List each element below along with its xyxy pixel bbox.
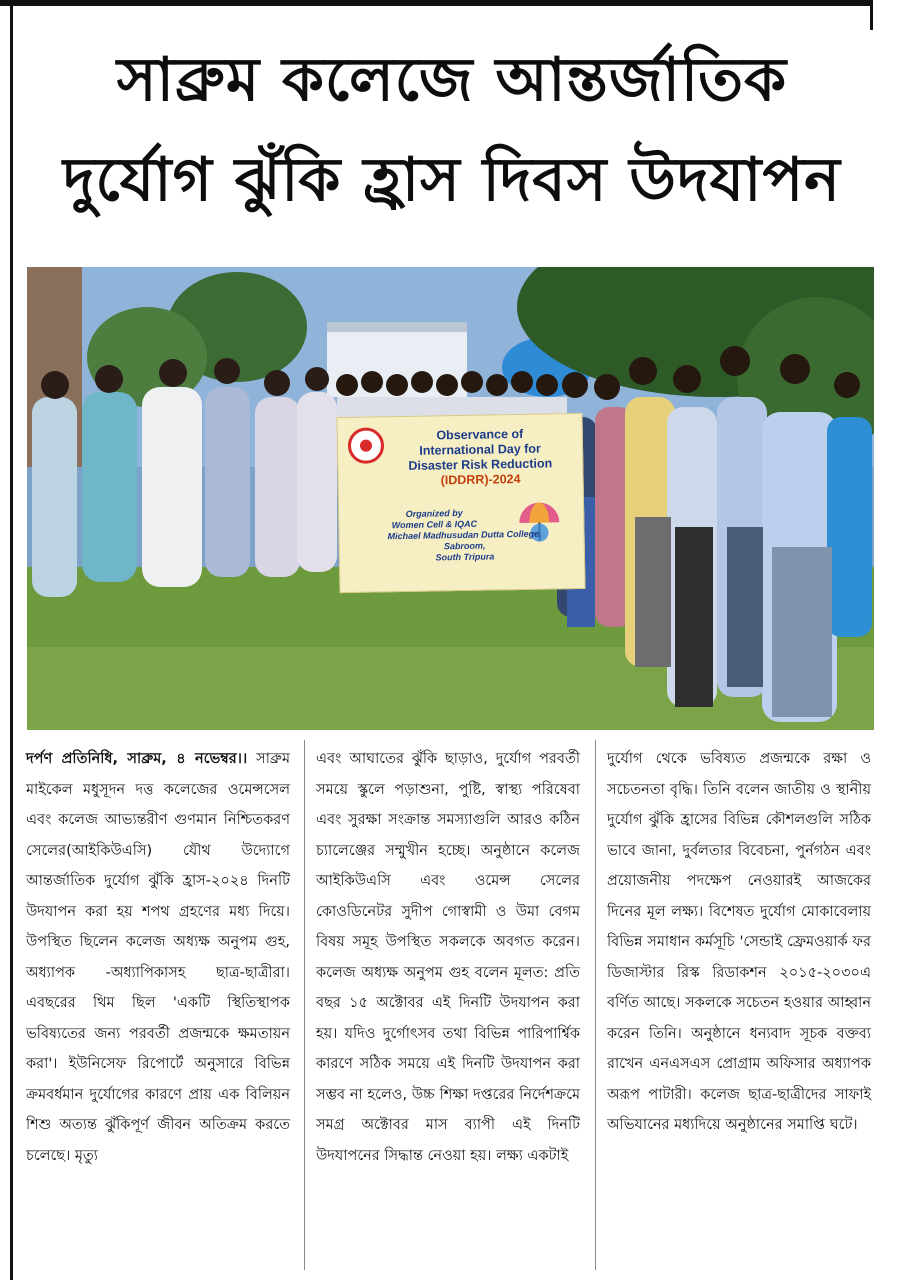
banner-title-line-1: Observance of [436,426,524,443]
college-logo-icon [348,427,385,464]
banner-title-line-4: (IDDRR)-2024 [440,471,521,488]
left-border-rule [10,0,13,1280]
column-divider [304,740,305,1270]
article-column-3 [607,744,871,1141]
top-border-rule [0,0,872,6]
banner-org-line-1: Organized by [405,507,463,519]
banner-org-line-4: Sabroom, [443,540,486,552]
article-column-1 [26,744,290,1171]
article-column-3-text: দুর্যোগ থেকে ভবিষ্যত প্রজন্মকে রক্ষা ও সচেতনতা বৃদ্ধি। তিনি বলেন জাতীয় ও স্থানীয় দুর্যোগ ঝুঁকি হ্রাসের বিভিন্ন কৌশলগুলি সঠিক ভাবে জানা, দুর্বলতার বিবেচনা, পুর্নগঠন এবং প্রয়োজনীয় পদক্ষেপ নেওয়ারই আজকের দিনের মূল লক্ষ্য। বিশেষত দুর্যোগ মোকাবেলায় বিভিন্ন সমাধান কর্মসূচি 'সেন্ডাই ফ্রেমওয়ার্ক ফর ডিজাস্টার রিস্ক রিডাকশন ২০১৫-২০৩০এ বর্ণিত আছে। সকলকে সচেতন হওয়ার আহ্বান করেন তিনি। অনুষ্ঠানে ধন্যবাদ সূচক বক্তব্য রাখেন এনএসএস প্রোগ্রাম অফিসার অধ্যাপক অরূপ পাটারী। কলেজ ছাত্র-ছাত্রীদের সাফাই অভিযানের মধ্যদিয়ে অনুষ্ঠানের সমাপ্তি ঘটে। [607,751,871,1133]
banner-org-line-3: Michael Madhusudan Dutta College, [387,528,542,542]
column-divider [595,740,596,1270]
headline-line-1: সাব্রুম কলেজে আন্তর্জাতিক [116,45,788,115]
banner-title-line-2: International Day for [419,441,541,458]
article-dateline: দর্পণ প্রতিনিধি, সাব্রুম, ৪ নভেম্বর।। [26,751,248,767]
banner-org-line-2: Women Cell & IQAC [391,518,478,531]
headline [22,30,882,230]
banner-org-line-5: South Tripura [435,551,495,563]
article-column-1-text: সাব্রুম মাইকেল মধুসূদন দত্ত কলেজের ওমেন্সসেল এবং কলেজ আভ্যন্তরীণ গুণমান নিশ্চিতকরণ সেলের(আইকিউএসি) যৌথ উদ্যোগে আন্তর্জাতিক দুর্যোগ ঝুঁকি হ্রাস-২০২৪ দিনটি উদযাপন করা হয় শপথ গ্রহণের মধ্য দিয়ে। উপস্থিত ছিলেন কলেজ অধ্যক্ষ অনুপম গুহ, অধ্যাপক -অধ্যাপিকাসহ ছাত্র-ছাত্রীরা। এবছরের থিম ছিল 'একটি স্থিতিস্থাপক ভবিষ্যতের জন্য পরবর্তী প্রজন্মকে ক্ষমতায়ন করা'। ইউনিসেফ রিপোর্টে অনুসারে বিভিন্ন ক্রমবর্ধমান দুর্যোগের কারণে প্রায় এক বিলিয়ন শিশু অত্যন্ত ঝুঁকিপূর্ণ জীবন অতিক্রম করতে চলেছে। মৃত্যু [26,751,291,1164]
banner-organizer [359,506,570,565]
right-border-rule [870,0,873,30]
article-column-2-text: এবং আঘাতের ঝুঁকি ছাড়াও, দুর্যোগ পরবর্তী সময়ে স্কুলে পড়াশুনা, পুষ্টি, স্বাস্থ্য পরিষেবা এবং সুরক্ষা সংক্রান্ত সমস্যাগুলি আরও কঠিন চ্যালেঞ্জের সম্মুখীন হচ্ছে। অনুষ্ঠানে কলেজ আইকিউএসি এবং ওমেন্স সেলের কোওডিনেটর সুদীপ গোস্বামী ও উমা বেগম বিষয় সমূহ উপস্থিত সকলকে অবগত করেন। কলেজ অধ্যক্ষ অনুপম গুহ বলেন মূলত: প্রতি বছর ১৫ অক্টোবর এই দিনটি উদযাপন করা হয়। যদিও দুর্গোৎসব তথা বিভিন্ন পারিপার্শ্বিক কারণে সঠিক সময়ে এই দিনটি উদযাপন করা সম্ভব না হলেও, উচ্চ শিক্ষা দপ্তরের নির্দেশক্রমে সমগ্র অক্টোবর মাস ব্যাপী এই দিনটি উদযাপনের সিদ্ধান্ত নেওয়া হয়। লক্ষ্য একটাই [316,751,580,1164]
banner-title-line-3: Disaster Risk Reduction [408,456,553,473]
banner-title [382,426,579,489]
headline-line-2: দুর্যোগ ঝুঁকি হ্রাস দিবস উদযাপন [62,145,841,215]
event-group-photo [27,267,874,730]
event-banner [336,413,585,593]
article-column-2 [316,744,580,1171]
